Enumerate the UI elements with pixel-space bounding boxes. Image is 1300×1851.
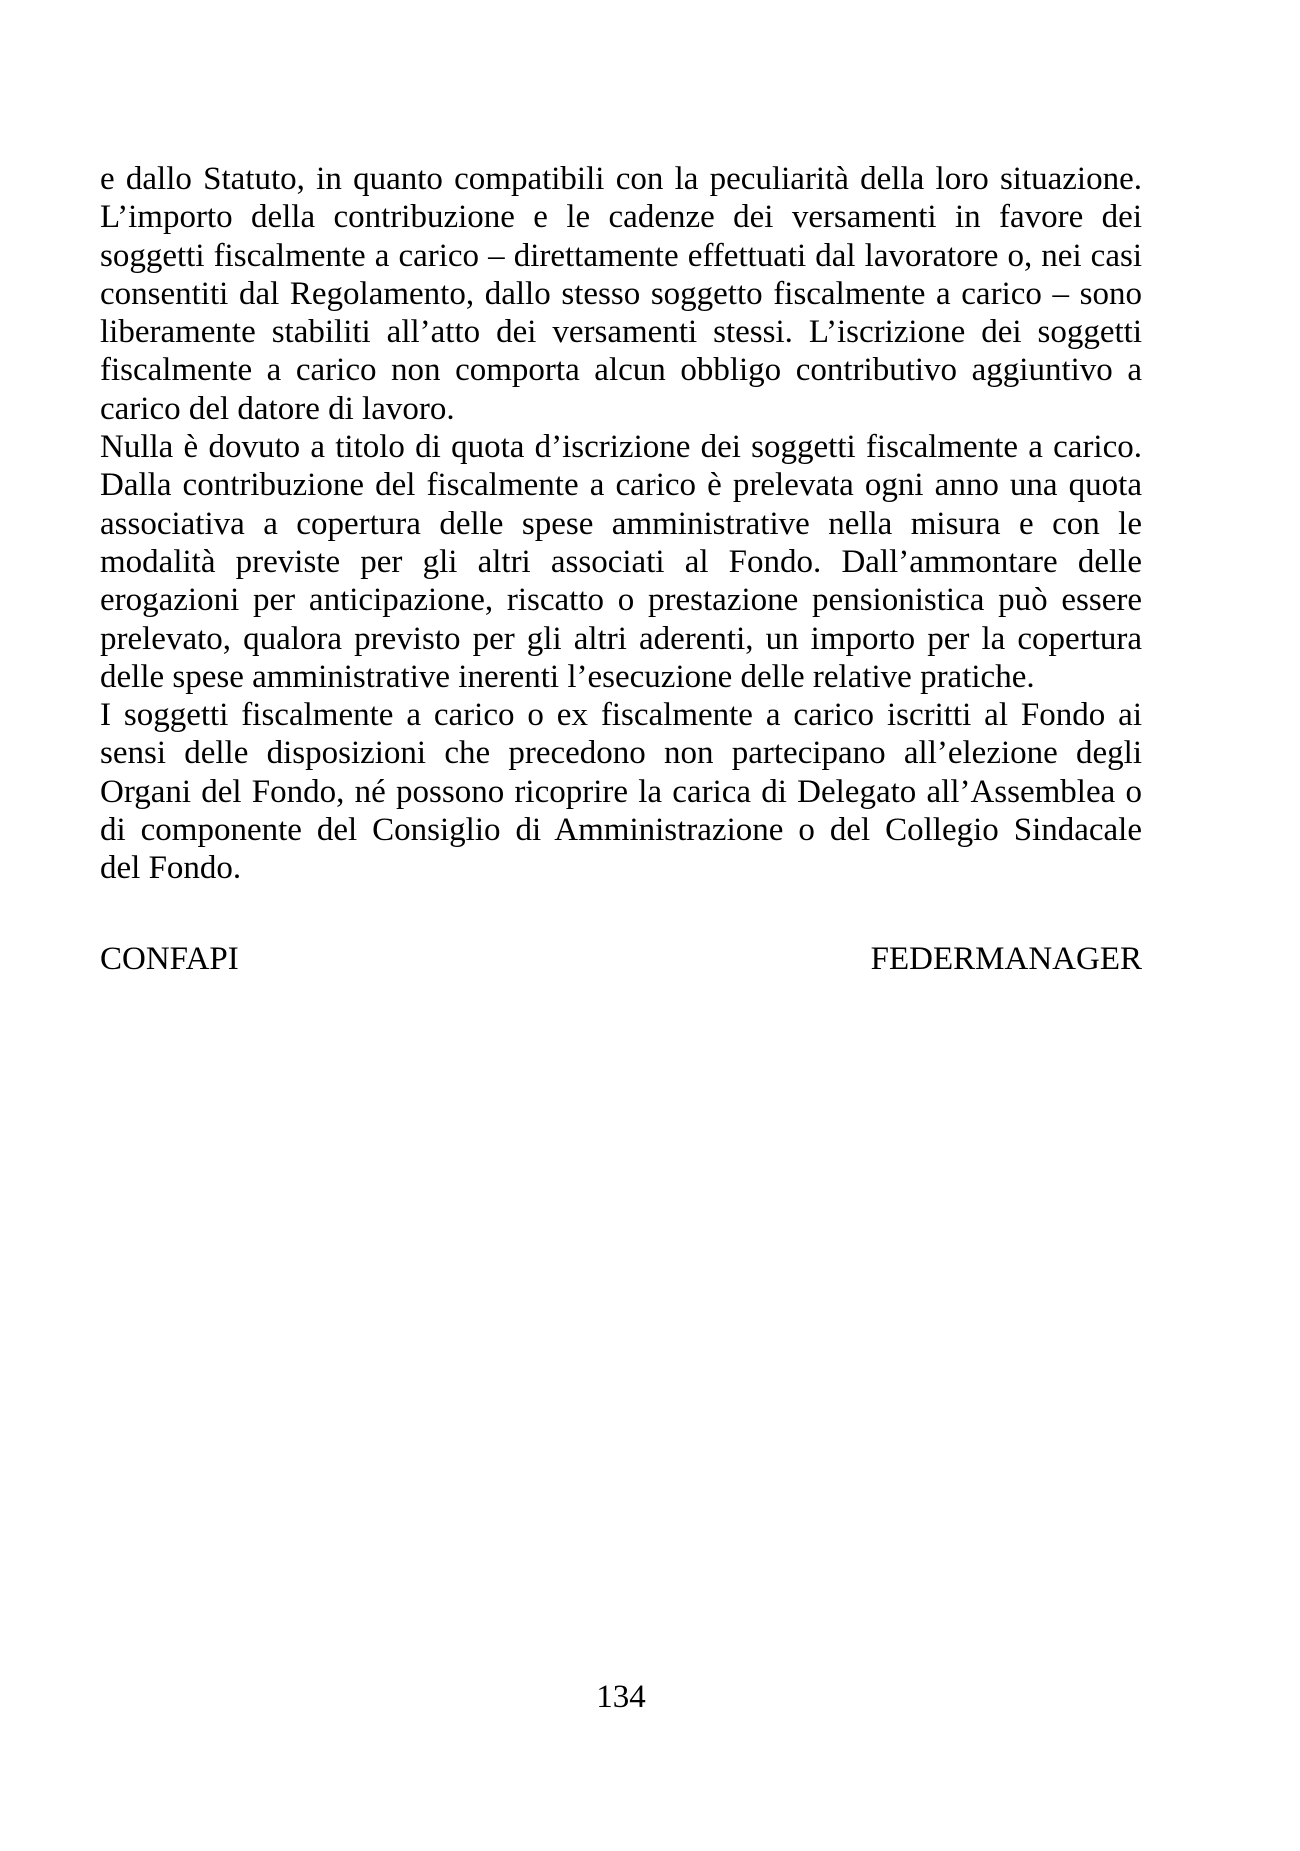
signature-federmanager: FEDERMANAGER: [870, 941, 1142, 977]
text-line: consentiti dal Regolamento, dallo stesso soggetto fiscalmente a carico – sono: [100, 275, 1142, 312]
text-line: modalità previste per gli altri associati al Fondo. Dall’ammontare delle: [100, 543, 1142, 580]
signature-confapi: CONFAPI: [100, 941, 239, 977]
text-line: di componente del Consiglio di Amministrazione o del Collegio Sindacale: [100, 812, 1142, 849]
text-line: soggetti fiscalmente a carico – direttamente effettuati dal lavoratore o, nei casi: [100, 237, 1142, 274]
text-line: del Fondo.: [100, 850, 242, 887]
text-line: sensi delle disposizioni che precedono non partecipano all’elezione degli: [100, 735, 1142, 772]
text-line: I soggetti fiscalmente a carico o ex fiscalmente a carico iscritti al Fondo ai: [100, 697, 1142, 734]
text-line: liberamente stabiliti all’atto dei versamenti stessi. L’iscrizione dei soggetti: [100, 314, 1142, 351]
text-line: erogazioni per anticipazione, riscatto o prestazione pensionistica può essere: [100, 582, 1142, 619]
text-line: delle spese amministrative inerenti l’esecuzione delle relative pratiche.: [100, 658, 1035, 695]
text-line: associativa a copertura delle spese amministrative nella misura e con le: [100, 505, 1142, 542]
text-line: Nulla è dovuto a titolo di quota d’iscrizione dei soggetti fiscalmente a carico.: [100, 429, 1142, 466]
body-text: [100, 160, 1142, 888]
text-line: carico del datore di lavoro.: [100, 390, 455, 427]
text-line: L’importo della contribuzione e le cadenze dei versamenti in favore dei: [100, 199, 1142, 236]
text-line: e dallo Statuto, in quanto compatibili con la peculiarità della loro situazione.: [100, 161, 1142, 197]
text-line: Dalla contribuzione del fiscalmente a carico è prelevata ogni anno una quota: [100, 467, 1142, 504]
page-number: 134: [596, 1679, 646, 1715]
text-line: prelevato, qualora previsto per gli altri aderenti, un importo per la copertura: [100, 620, 1142, 657]
text-line: fiscalmente a carico non comporta alcun obbligo contributivo aggiuntivo a: [100, 352, 1142, 389]
text-line: Organi del Fondo, né possono ricoprire la carica di Delegato all’Assemblea o: [100, 773, 1142, 810]
signature-row: [100, 940, 1142, 978]
